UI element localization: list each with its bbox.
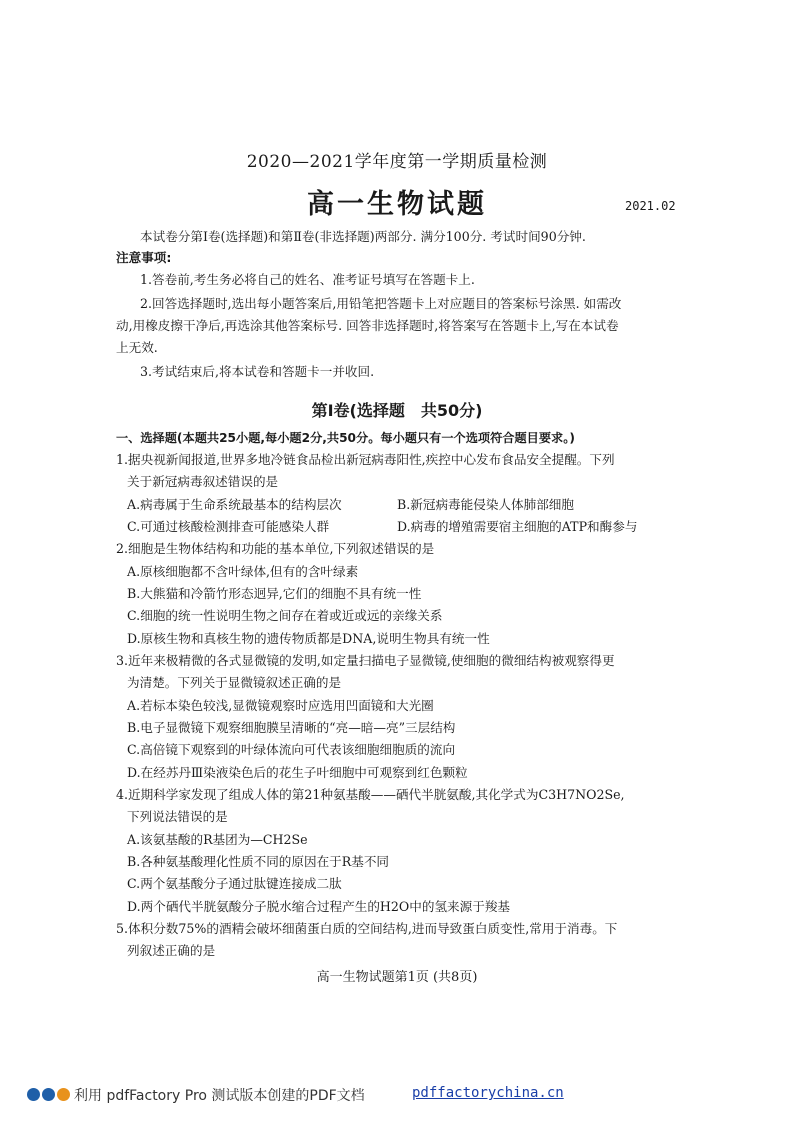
q3-option-c: C.高倍镜下观察到的叶绿体流向可代表该细胞细胞质的流向 bbox=[127, 742, 456, 757]
q1-option-d: D.病毒的增殖需要宿主细胞的ATP和酶参与 bbox=[397, 519, 638, 534]
q3-stem-line-2: 为清楚。下列关于显微镜叙述正确的是 bbox=[127, 675, 342, 690]
watermark-dot-icon bbox=[42, 1088, 55, 1101]
exam-date: 2021.02 bbox=[625, 199, 676, 213]
q4-stem-line-2: 下列说法错误的是 bbox=[127, 809, 228, 824]
watermark-text: 利用 pdfFactory Pro 测试版本创建的PDF文档 bbox=[74, 1088, 365, 1104]
q3-option-a: A.若标本染色较浅,显微镜观察时应选用凹面镜和大光圈 bbox=[127, 698, 434, 713]
q4-formula: 3H7NO2Se, bbox=[548, 787, 625, 802]
q5-stem-line-1: 5.体积分数75%的酒精会破坏细菌蛋白质的空间结构,进而导致蛋白质变性,常用于消毒。下 bbox=[116, 921, 618, 936]
q5-stem-line-2: 列叙述正确的是 bbox=[127, 943, 216, 958]
q4-stem-line-1 bbox=[116, 787, 625, 803]
notice-item-2-line-2: 动,用橡皮擦干净后,再选涂其他答案标号. 回答非选择题时,将答案写在答题卡上,写在本试卷 bbox=[116, 318, 619, 333]
q4-stem-text: 4.近期科学家发现了组成人体的第21种氨基酸——硒代半胱氨酸,其化学式为C bbox=[116, 787, 549, 802]
q2-option-d: D.原核生物和真核生物的遗传物质都是DNA,说明生物具有统一性 bbox=[127, 631, 490, 646]
section-instructions: 一、选择题(本题共25小题,每小题2分,共50分。每小题只有一个选项符合题目要求。) bbox=[116, 431, 575, 445]
q1-stem-line-2: 关于新冠病毒叙述错误的是 bbox=[127, 474, 279, 489]
section-title: 第Ⅰ卷(选择题 共50分) bbox=[311, 401, 483, 420]
exam-year-title: 2020—2021学年度第一学期质量检测 bbox=[246, 152, 548, 172]
watermark-dot-icon bbox=[57, 1088, 70, 1101]
q4-option-a: A.该氨基酸的R基团为—CH2Se bbox=[127, 832, 308, 847]
q2-option-c: C.细胞的统一性说明生物之间存在着或近或远的亲缘关系 bbox=[127, 608, 443, 623]
q1-option-a: A.病毒属于生命系统最基本的结构层次 bbox=[127, 497, 342, 512]
watermark-dot-icon bbox=[27, 1088, 40, 1101]
q3-option-b: B.电子显微镜下观察细胞膜呈清晰的“亮—暗—亮”三层结构 bbox=[127, 720, 456, 735]
q2-stem: 2.细胞是生物体结构和功能的基本单位,下列叙述错误的是 bbox=[116, 541, 435, 556]
notice-item-3: 3.考试结束后,将本试卷和答题卡一并收回. bbox=[140, 364, 375, 379]
q1-option-b: B.新冠病毒能侵染人体肺部细胞 bbox=[397, 497, 574, 512]
page-number-footer: 高一生物试题第1页 (共8页) bbox=[316, 970, 478, 985]
notice-heading: 注意事项: bbox=[116, 250, 172, 265]
q3-option-d: D.在经苏丹Ⅲ染液染色后的花生子叶细胞中可观察到红色颗粒 bbox=[127, 765, 468, 780]
q2-option-a: A.原核细胞都不含叶绿体,但有的含叶绿素 bbox=[127, 564, 359, 579]
exam-structure-text: 本试卷分第Ⅰ卷(选择题)和第Ⅱ卷(非选择题)两部分. 满分100分. 考试时间90分钟. bbox=[140, 229, 586, 244]
q4-option-b: B.各种氨基酸理化性质不同的原因在于R基不同 bbox=[127, 854, 390, 869]
q1-stem-line-1: 1.据央视新闻报道,世界多地冷链食品检出新冠病毒阳性,疾控中心发布食品安全提醒。下列 bbox=[116, 452, 615, 467]
q1-option-c: C.可通过核酸检测排查可能感染人群 bbox=[127, 519, 330, 534]
q4-option-c: C.两个氨基酸分子通过肽键连接成二肽 bbox=[127, 876, 342, 891]
watermark-link[interactable]: pdffactorychina.cn bbox=[412, 1085, 564, 1101]
notice-item-2-line-3: 上无效. bbox=[116, 340, 158, 355]
q2-option-b: B.大熊猫和冷箭竹形态迥异,它们的细胞不具有统一性 bbox=[127, 586, 422, 601]
q3-stem-line-1: 3.近年来极精微的各式显微镜的发明,如定量扫描电子显微镜,使细胞的微细结构被观察得更 bbox=[116, 653, 615, 668]
q4-option-d: D.两个硒代半胱氨酸分子脱水缩合过程产生的H2O中的氢来源于羧基 bbox=[127, 899, 511, 914]
notice-item-2-line-1: 2.回答选择题时,选出每小题答案后,用铅笔把答题卡上对应题目的答案标号涂黑. 如需改 bbox=[140, 296, 622, 311]
subject-title: 高一生物试题 bbox=[307, 189, 487, 220]
notice-item-1: 1.答卷前,考生务必将自己的姓名、准考证号填写在答题卡上. bbox=[140, 272, 475, 287]
